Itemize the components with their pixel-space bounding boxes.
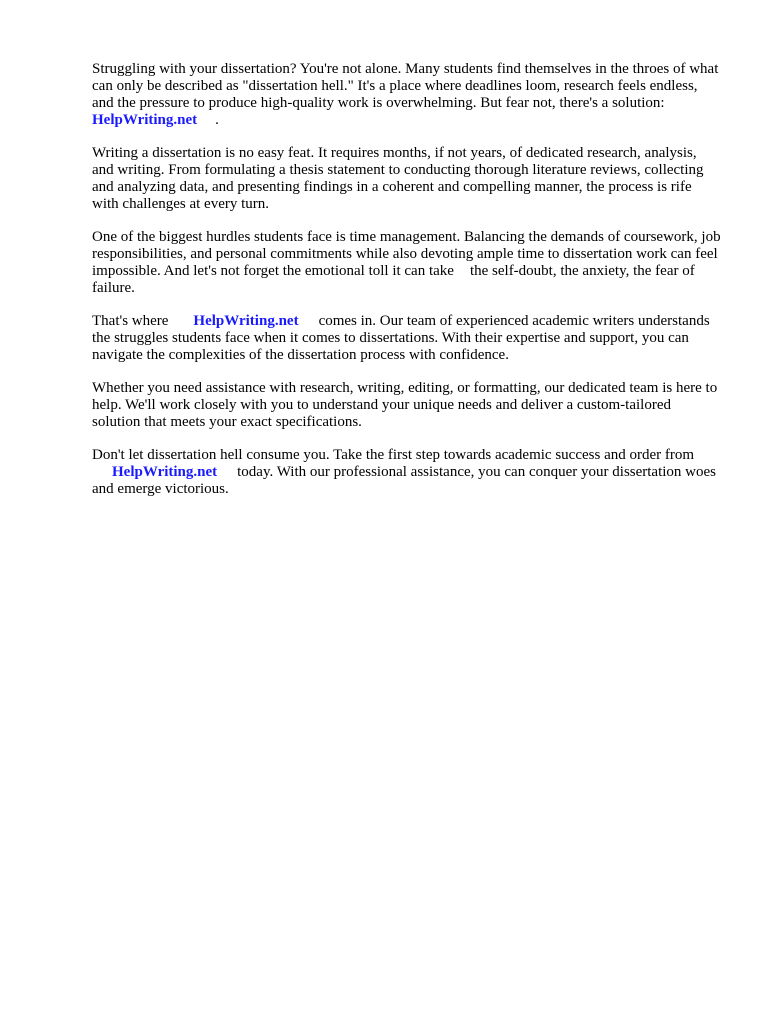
helpwriting-link[interactable]: HelpWriting.net — [193, 313, 299, 329]
paragraph-time-management — [92, 229, 722, 297]
paragraph-intro — [92, 61, 722, 129]
paragraph-thats-where-start: That's where — [92, 313, 169, 329]
paragraph-thats-where — [92, 313, 722, 364]
paragraph-challenges: Writing a dissertation is no easy feat. It requires months, if not years, of dedicated research, analysis, and writing. From formulating a thesis statement to conducting thorough literature reviews, collecting and analyzing data, and presenting findings in a coherent and compelling manner, the process is rife with challenges at every turn. — [92, 145, 704, 212]
paragraph-intro-text: Struggling with your dissertation? You're not alone. Many students find themselves in the throes of what can only be described as "dissertation hell." It's a place where deadlines loom, research feels endless, and the pressure to produce high-quality work is overwhelming. But fear not, there's a solution: — [92, 61, 719, 111]
document-body — [92, 61, 722, 514]
paragraph-call-to-action — [92, 447, 722, 498]
paragraph-time-management-end: the self-doubt, the anxiety, the fear of failure. — [92, 263, 695, 296]
helpwriting-link[interactable]: HelpWriting.net — [92, 112, 198, 128]
paragraph-time-management-text: One of the biggest hurdles students face is time management. Balancing the demands of coursework, job responsibilities, and personal commitments while also devoting ample time to dissertation work can feel impossible. And let's not forget the emotional toll it can take — [92, 229, 721, 279]
paragraph-thats-where-text: comes in. Our team of experienced academic writers understands the struggles students face when it comes to dissertations. With their expertise and support, you can navigate the complexities of the dissertation process with confidence. — [92, 313, 710, 363]
helpwriting-link[interactable]: HelpWriting.net — [112, 464, 218, 480]
paragraph-call-to-action-end: today. With our professional assistance, you can conquer your dissertation woes and emerge victorious. — [92, 464, 717, 497]
paragraph-call-to-action-text: Don't let dissertation hell consume you. Take the first step towards academic success and order from — [92, 447, 695, 463]
paragraph-intro-end: . — [215, 112, 219, 128]
paragraph-assistance: Whether you need assistance with research, writing, editing, or formatting, our dedicated team is here to help. We'll work closely with you to understand your unique needs and deliver a custom-tailored solution that meets your exact specifications. — [92, 380, 718, 430]
